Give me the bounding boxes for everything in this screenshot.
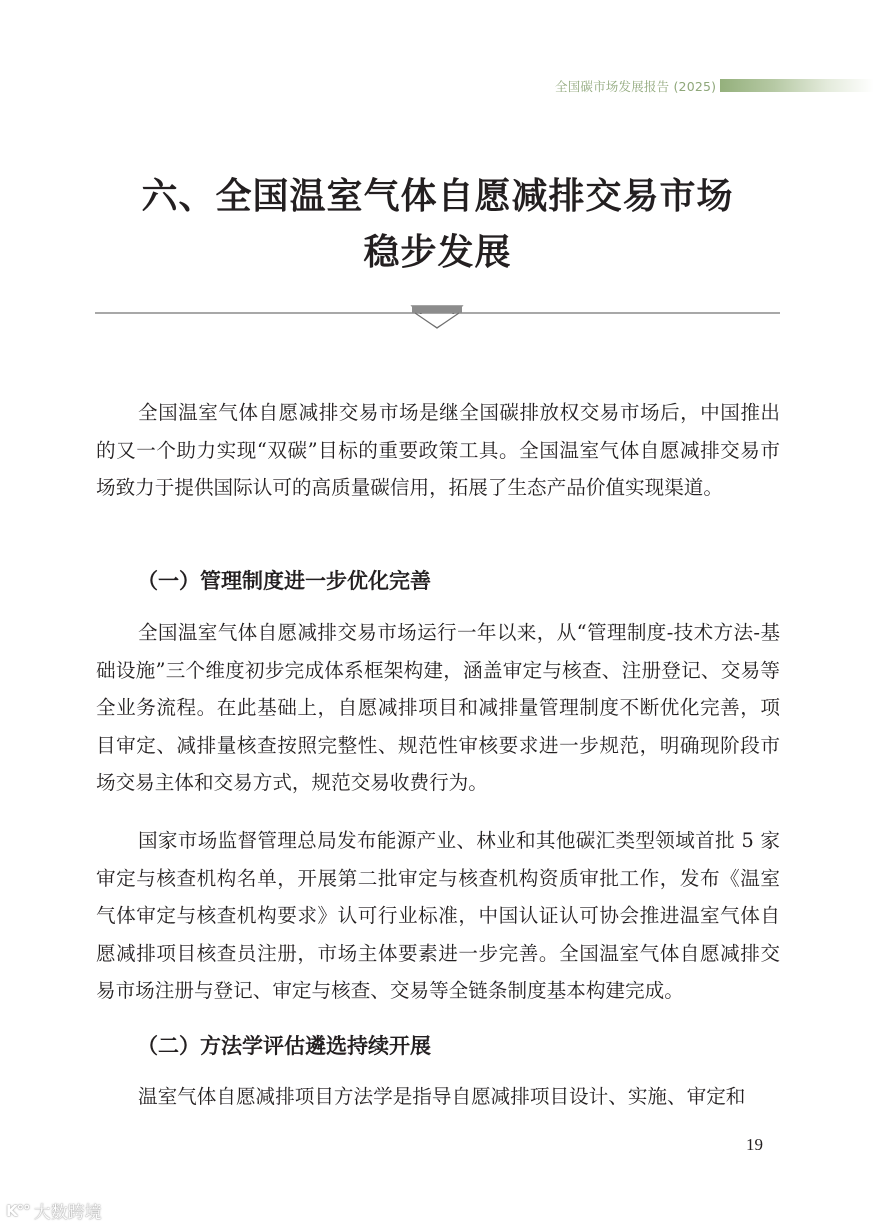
chapter-title — [95, 168, 780, 280]
section-heading-2: （二）方法学评估遴选持续开展 — [137, 1033, 431, 1058]
page-number: 19 — [746, 1135, 763, 1154]
watermark-text: 大数跨境 — [33, 1203, 102, 1223]
section-1-paragraph-2: 国家市场监督管理总局发布能源产业、林业和其他碳汇类型领域首批 5 家审定与核查机构名单，开展第二批审定与核查机构资质审批工作，发布《温室气体审定与核查机构要求》认可行业标准，中国认证认可协会推进温室气体自愿减排项目核查员注册，市场主体要素进一步完善。全国温室气体自愿减排交易市场注册与登记、审定与核查、交易等全链条制度基本构建完成。 — [96, 829, 780, 1002]
watermark-logo-icon: K°° — [6, 1201, 30, 1220]
title-divider — [95, 300, 780, 336]
section-1-paragraph-1: 全国温室气体自愿减排交易市场运行一年以来，从“管理制度-技术方法-基础设施”三个维度初步完成体系框架构建，涵盖审定与核查、注册登记、交易等全业务流程。在此基础上，自愿减排项目和减排量管理制度不断优化完善，项目审定、减排量核查按照完整性、规范性审核要求进一步规范，明确现阶段市场交易主体和交易方式，规范交易收费行为。 — [96, 621, 780, 794]
intro-paragraph: 全国温室气体自愿减排交易市场是继全国碳排放权交易市场后，中国推出的又一个助力实现“双碳”目标的重要政策工具。全国温室气体自愿减排交易市场致力于提供国际认可的高质量碳信用，拓展了生态产品价值实现渠道。 — [96, 401, 780, 499]
section-2-paragraph-1: 温室气体自愿减排项目方法学是指导自愿减排项目设计、实施、审定和 — [138, 1085, 746, 1108]
header-gradient-bar — [720, 79, 874, 92]
watermark — [6, 1198, 102, 1223]
divider-triangle-icon — [95, 300, 780, 336]
running-header — [0, 76, 874, 96]
section-heading-1: （一）管理制度进一步优化完善 — [137, 568, 431, 593]
chapter-title-line-2: 稳步发展 — [363, 231, 512, 273]
report-title: 全国碳市场发展报告 (2025) — [555, 79, 717, 94]
chapter-title-line-1: 六、全国温室气体自愿减排交易市场 — [141, 175, 734, 217]
